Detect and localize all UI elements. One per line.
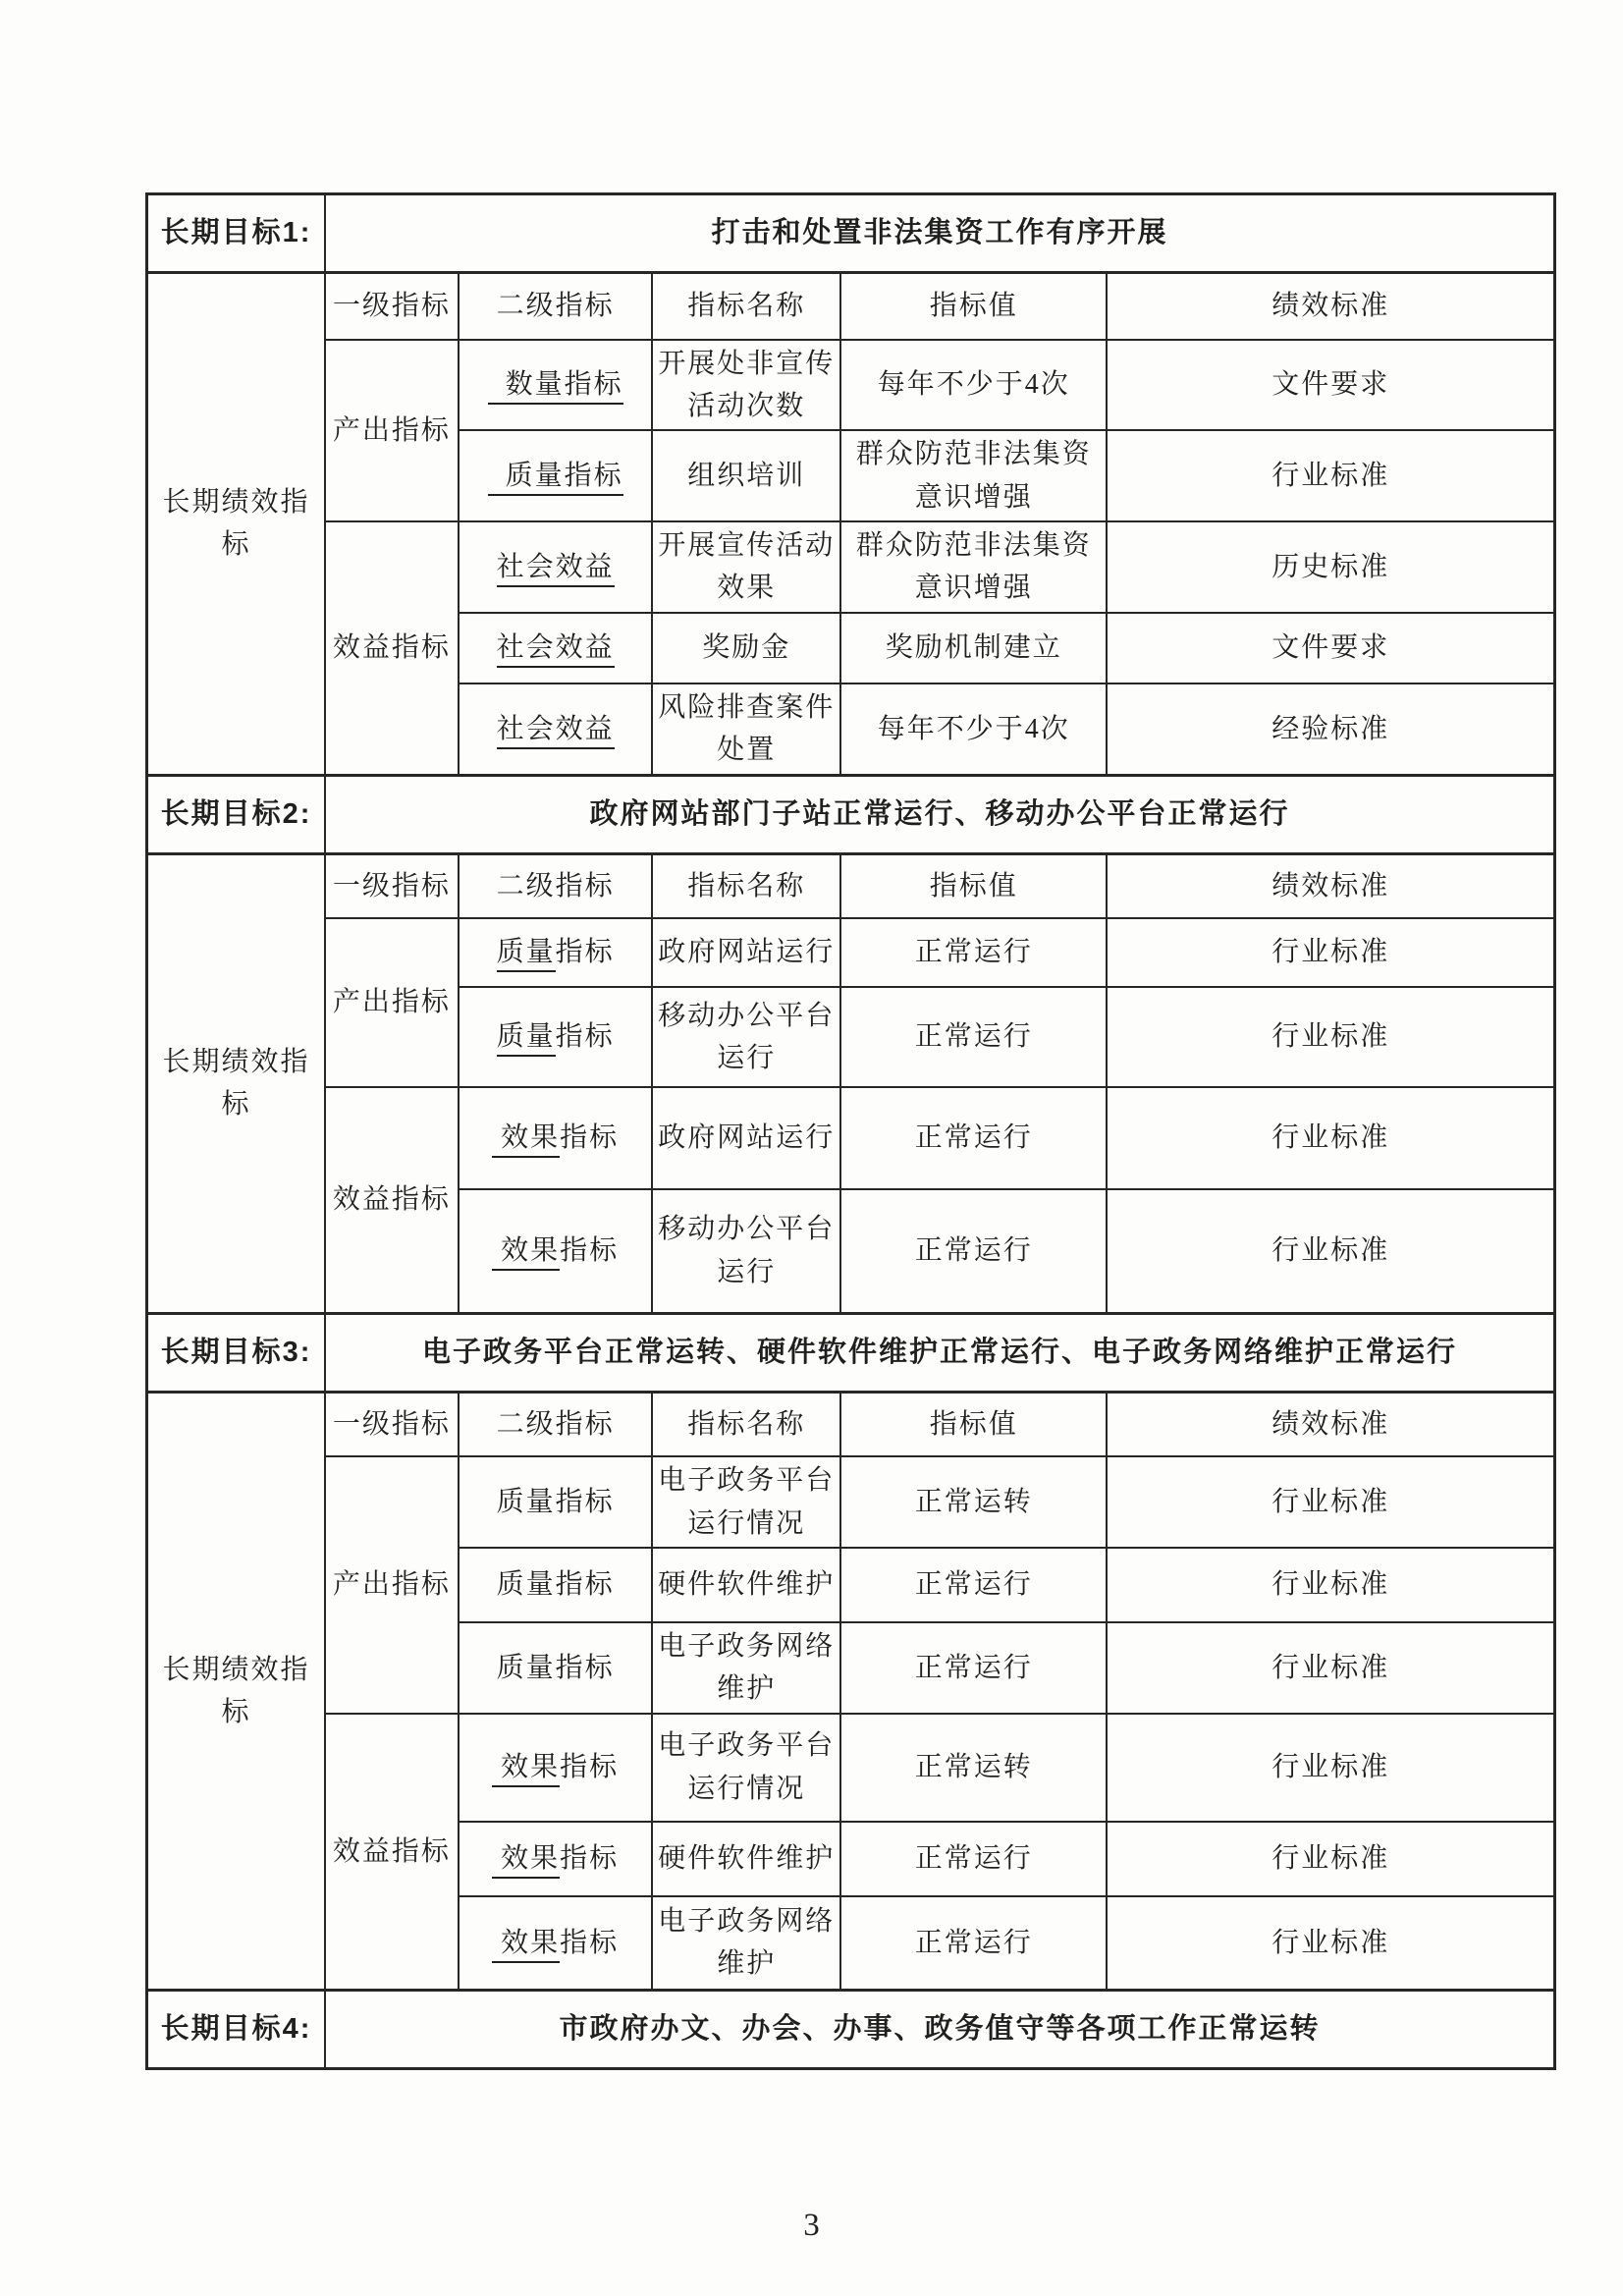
secondary-underlined-text: 质量 (497, 1021, 556, 1057)
goal-label: 长期目标3: (147, 1313, 326, 1392)
indicator-value-cell: 每年不少于4次 (840, 340, 1107, 431)
secondary-underlined-text: 社会效益 (497, 632, 615, 668)
goal-label: 长期目标1: (147, 194, 326, 273)
performance-standard-cell: 行业标准 (1107, 1622, 1554, 1714)
secondary-underlined-text: 社会效益 (497, 714, 615, 749)
header-cell: 指标名称 (652, 273, 840, 340)
secondary-plain-text: 指标 (560, 1751, 620, 1782)
secondary-plain-text: 指标 (560, 1842, 620, 1874)
performance-standard-cell: 行业标准 (1107, 1189, 1554, 1313)
header-cell: 一级指标 (325, 273, 459, 340)
secondary-plain-text: 质量指标 (496, 1652, 615, 1683)
indicator-row (147, 1714, 1555, 1822)
goal-label: 长期目标2: (147, 775, 326, 853)
performance-standard-cell: 行业标准 (1107, 1548, 1554, 1622)
indicator-name-cell: 硬件软件维护 (652, 1548, 840, 1622)
performance-standard-cell: 经验标准 (1107, 683, 1554, 775)
secondary-underlined-text: 效果 (492, 1928, 560, 1963)
primary-indicator-cell: 效益指标 (325, 1714, 459, 1991)
indicator-name-cell: 电子政务网络维护 (652, 1622, 840, 1714)
secondary-indicator-cell (459, 1622, 653, 1714)
header-cell: 指标名称 (652, 853, 840, 918)
indicator-name-cell: 硬件软件维护 (652, 1822, 840, 1896)
goal-text: 打击和处置非法集资工作有序开展 (325, 194, 1554, 273)
header-cell: 绩效标准 (1107, 1392, 1554, 1456)
secondary-indicator-cell (459, 613, 653, 683)
secondary-indicator-cell (459, 1189, 653, 1313)
indicator-name-cell: 电子政务网络维护 (652, 1896, 840, 1991)
header-cell: 绩效标准 (1107, 273, 1554, 340)
secondary-indicator-cell (459, 430, 653, 521)
goal-label: 长期目标4: (147, 1991, 326, 2069)
header-cell: 二级指标 (459, 1392, 653, 1456)
performance-standard-cell: 行业标准 (1107, 430, 1554, 521)
indicator-name-cell: 政府网站运行 (652, 918, 840, 987)
secondary-plain-text: 质量指标 (496, 1569, 615, 1601)
indicator-value-cell: 正常运行 (840, 918, 1107, 987)
secondary-indicator-cell (459, 340, 653, 431)
secondary-indicator-cell (459, 1087, 653, 1189)
goal-text: 市政府办文、办会、办事、政务值守等各项工作正常运转 (325, 1991, 1554, 2069)
performance-standard-cell: 文件要求 (1107, 340, 1554, 431)
goal-row (147, 775, 1555, 853)
secondary-indicator-cell (459, 683, 653, 775)
secondary-plain-text: 指标 (560, 1122, 620, 1154)
secondary-indicator-cell (459, 1548, 653, 1622)
page-number: 3 (803, 2208, 820, 2243)
performance-standard-cell: 行业标准 (1107, 1456, 1554, 1548)
indicator-value-cell: 正常运行 (840, 1822, 1107, 1896)
header-cell: 二级指标 (459, 853, 653, 918)
secondary-indicator-cell (459, 987, 653, 1087)
indicator-name-cell: 电子政务平台运行情况 (652, 1714, 840, 1822)
indicator-name-cell: 移动办公平台运行 (652, 1189, 840, 1313)
indicator-value-cell: 正常运行 (840, 1087, 1107, 1189)
indicator-row (147, 918, 1555, 987)
secondary-underlined-text: 效果 (492, 1752, 560, 1787)
primary-indicator-cell: 产出指标 (325, 918, 459, 1087)
performance-standard-cell: 行业标准 (1107, 987, 1554, 1087)
goal-text: 电子政务平台正常运转、硬件软件维护正常运行、电子政务网络维护正常运行 (325, 1313, 1554, 1392)
indicator-value-cell: 正常运行 (840, 1189, 1107, 1313)
performance-standard-cell: 历史标准 (1107, 521, 1554, 613)
goal-row (147, 194, 1555, 273)
header-cell: 二级指标 (459, 273, 653, 340)
header-cell: 绩效标准 (1107, 853, 1554, 918)
secondary-plain-text: 质量指标 (496, 1486, 615, 1517)
indicator-row (147, 521, 1555, 613)
secondary-indicator-cell (459, 1456, 653, 1548)
indicator-name-cell: 组织培训 (652, 430, 840, 521)
indicator-value-cell: 每年不少于4次 (840, 683, 1107, 775)
secondary-underlined-text: 效果 (492, 1843, 560, 1879)
indicator-value-cell: 奖励机制建立 (840, 613, 1107, 683)
indicator-name-cell: 电子政务平台运行情况 (652, 1456, 840, 1548)
indicator-row (147, 340, 1555, 431)
indicator-header-row (147, 1392, 1555, 1456)
row-label: 长期绩效指标 (147, 273, 326, 776)
indicator-value-cell: 正常运转 (840, 1714, 1107, 1822)
indicator-row (147, 1456, 1555, 1548)
header-cell: 指标名称 (652, 1392, 840, 1456)
header-cell: 指标值 (840, 1392, 1107, 1456)
secondary-underlined-text: 社会效益 (497, 552, 615, 587)
secondary-indicator-cell (459, 521, 653, 613)
indicator-name-cell: 政府网站运行 (652, 1087, 840, 1189)
secondary-indicator-cell (459, 1822, 653, 1896)
indicator-value-cell: 群众防范非法集资意识增强 (840, 521, 1107, 613)
header-cell: 指标值 (840, 853, 1107, 918)
goal-text: 政府网站部门子站正常运行、移动办公平台正常运行 (325, 775, 1554, 853)
indicator-header-row (147, 273, 1555, 340)
header-cell: 一级指标 (325, 1392, 459, 1456)
secondary-plain-text: 指标 (560, 1235, 620, 1267)
performance-standard-cell: 行业标准 (1107, 1896, 1554, 1991)
secondary-underlined-text: 效果 (492, 1235, 560, 1271)
indicator-value-cell: 正常运行 (840, 1896, 1107, 1991)
secondary-indicator-cell (459, 1714, 653, 1822)
indicator-name-cell: 开展宣传活动效果 (652, 521, 840, 613)
indicator-name-cell: 开展处非宣传活动次数 (652, 340, 840, 431)
secondary-plain-text: 指标 (555, 1021, 615, 1053)
secondary-underlined-text: 质量指标 (488, 461, 623, 496)
row-label: 长期绩效指标 (147, 853, 326, 1313)
performance-standard-cell: 行业标准 (1107, 1087, 1554, 1189)
row-label: 长期绩效指标 (147, 1392, 326, 1991)
secondary-plain-text: 指标 (560, 1927, 620, 1958)
goal-row (147, 1313, 1555, 1392)
indicator-row (147, 1087, 1555, 1189)
indicator-name-cell: 移动办公平台运行 (652, 987, 840, 1087)
indicator-value-cell: 正常运行 (840, 987, 1107, 1087)
indicator-name-cell: 奖励金 (652, 613, 840, 683)
primary-indicator-cell: 效益指标 (325, 521, 459, 775)
secondary-plain-text: 指标 (555, 937, 615, 968)
primary-indicator-cell: 产出指标 (325, 340, 459, 522)
performance-standard-cell: 文件要求 (1107, 613, 1554, 683)
primary-indicator-cell: 产出指标 (325, 1456, 459, 1714)
performance-indicator-table (145, 192, 1556, 2070)
secondary-underlined-text: 数量指标 (488, 369, 623, 405)
performance-standard-cell: 行业标准 (1107, 1714, 1554, 1822)
indicator-value-cell: 正常运转 (840, 1456, 1107, 1548)
secondary-underlined-text: 效果 (492, 1122, 560, 1158)
header-cell: 指标值 (840, 273, 1107, 340)
goal-row (147, 1991, 1555, 2069)
indicator-header-row (147, 853, 1555, 918)
secondary-indicator-cell (459, 918, 653, 987)
indicator-name-cell: 风险排查案件处置 (652, 683, 840, 775)
primary-indicator-cell: 效益指标 (325, 1087, 459, 1313)
header-cell: 一级指标 (325, 853, 459, 918)
indicator-value-cell: 正常运行 (840, 1622, 1107, 1714)
secondary-indicator-cell (459, 1896, 653, 1991)
indicator-value-cell: 群众防范非法集资意识增强 (840, 430, 1107, 521)
performance-standard-cell: 行业标准 (1107, 918, 1554, 987)
secondary-underlined-text: 质量 (497, 937, 556, 972)
performance-standard-cell: 行业标准 (1107, 1822, 1554, 1896)
indicator-value-cell: 正常运行 (840, 1548, 1107, 1622)
